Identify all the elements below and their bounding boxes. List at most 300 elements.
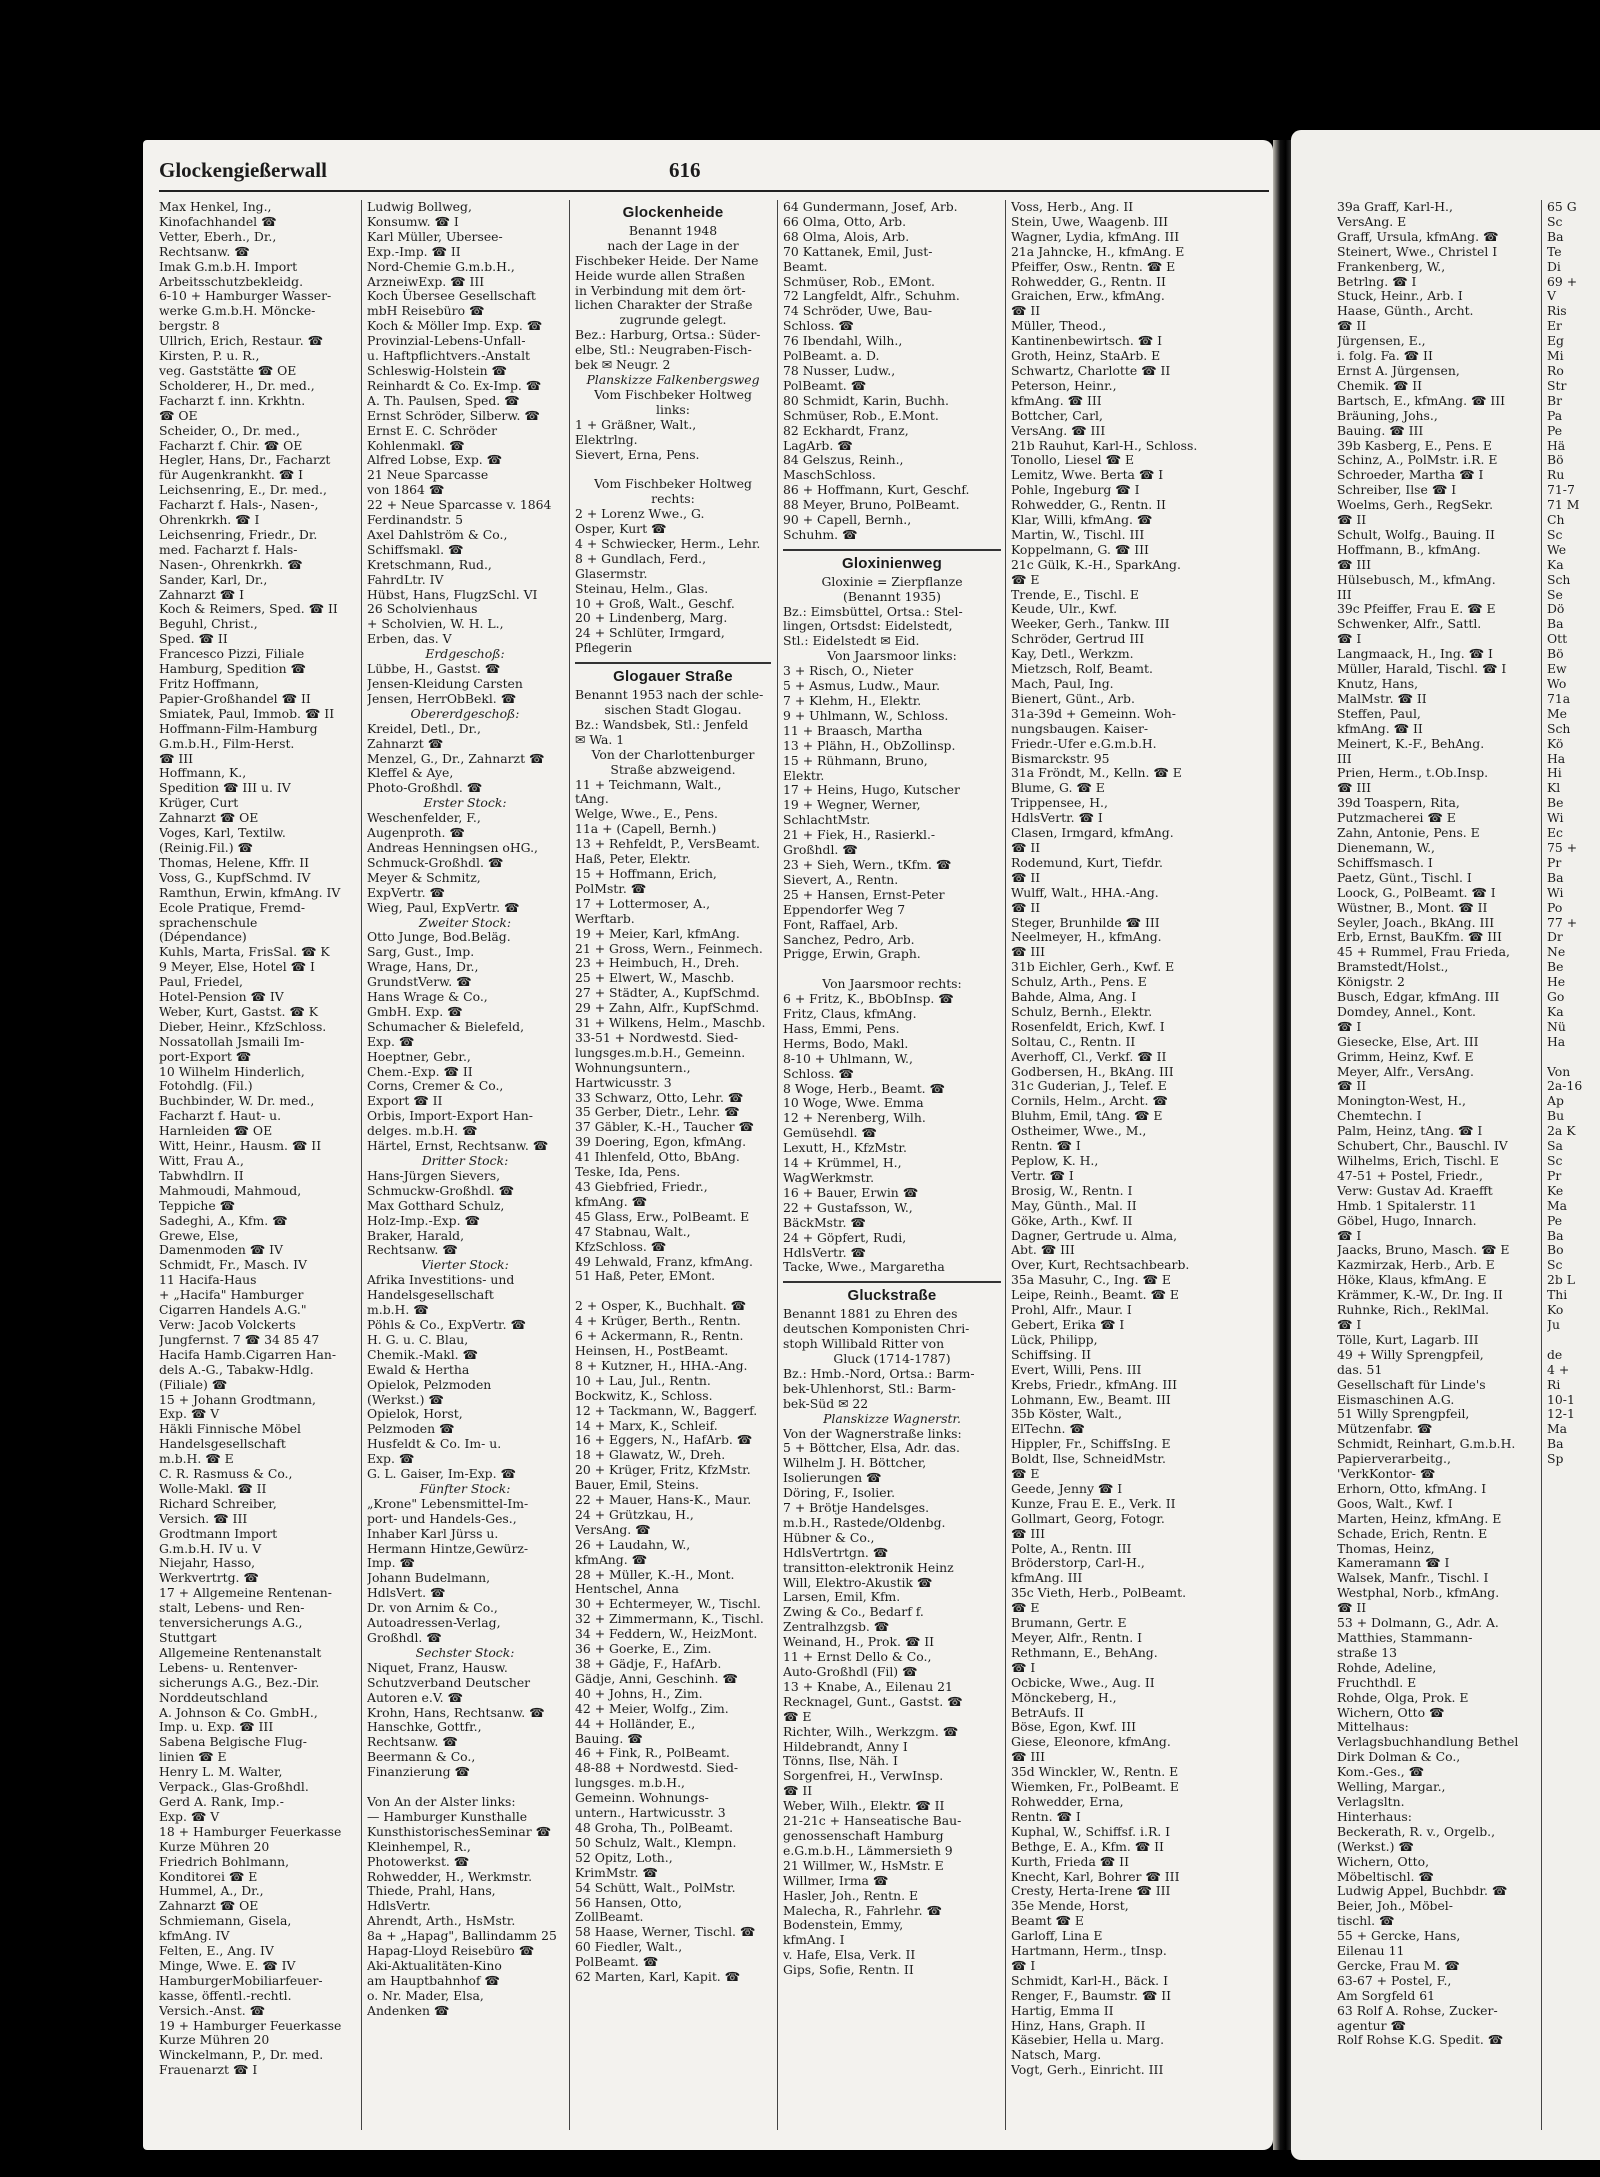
entry-line: Käsebier, Hella u. Marg. — [1011, 2033, 1165, 2048]
entry-line: ☎ E — [1011, 572, 1040, 587]
entry-line: straße 13 — [1337, 1645, 1397, 1660]
entry-line — [783, 962, 1001, 977]
entry-line: 77 + — [1547, 915, 1578, 930]
entry-line: Schinz, A., PolMstr. i.R. E — [1337, 453, 1498, 468]
entry-line: Ro — [1547, 363, 1564, 378]
entry-line: Knecht, Karl, Bohrer ☎ III — [1011, 1869, 1180, 1884]
entry-line: Inhaber Karl Jürss u. — [367, 1526, 499, 1541]
entry-line: Dirk Dolman & Co., — [1337, 1750, 1461, 1765]
entry-line: 56 Hansen, Otto, — [575, 1895, 682, 1910]
entry-line: Wieg, Paul, ExpVertr. ☎ — [367, 900, 520, 915]
entry-line: Alfred Lobse, Exp. ☎ — [367, 453, 503, 468]
entry-line: ☎ I — [1337, 632, 1362, 647]
entry-line: Felten, E., Ang. IV — [159, 1944, 274, 1959]
entry-line: Allgemeine Rentenanstalt — [159, 1645, 322, 1660]
entry-line: Schumacher & Bielefeld, — [367, 1019, 525, 1034]
entry-line: Wichern, Otto ☎ — [1337, 1705, 1445, 1720]
entry-line: Werkvertrtg. ☎ — [159, 1571, 259, 1586]
entry-line: Ernst A. Jürgensen, — [1337, 363, 1460, 378]
entry-line: Facharzt f. Hals-, Nasen-, — [159, 498, 319, 513]
entry-line: sicherungs A.G., Bez.-Dir. — [159, 1675, 320, 1690]
entry-line: HdlsVertr. ☎ — [783, 1245, 866, 1260]
entry-line: Opielok, Horst, — [367, 1407, 463, 1422]
entry-line: kfmAng. ☎ II — [1337, 721, 1423, 736]
entry-line — [367, 1780, 563, 1795]
entry-line: Ba — [1547, 229, 1564, 244]
entry-line: Rolf Rohse K.G. Spedit. ☎ — [1337, 2033, 1504, 2048]
entry-line: Rohde, Adeline, — [1337, 1660, 1437, 1675]
entry-line: 10 Woge, Wwe. Emma — [783, 1096, 924, 1111]
entry-line: Er — [1547, 319, 1562, 334]
entry-line: Koppelmann, G. ☎ III — [1011, 542, 1149, 557]
entry-line: Ha — [1547, 751, 1566, 766]
entry-line: 19 + Meier, Karl, kfmAng. — [575, 926, 740, 941]
entry-line — [575, 462, 771, 477]
entry-line: Hoffmann, B., kfmAng. — [1337, 542, 1481, 557]
entry-line: Peplow, K. H., — [1011, 1154, 1099, 1168]
entry-line: Vogt, Gerh., Einricht. III — [1011, 2063, 1164, 2078]
entry-line: Jensen-Kleidung Carsten — [367, 677, 523, 691]
entry-line: 78 Nusser, Ludw., — [783, 363, 896, 378]
note-line: rechts: — [651, 492, 695, 507]
entry-line: Natsch, Marg. — [1011, 2048, 1102, 2063]
entry-line: 23 + Sieh, Wern., tKfm. ☎ — [783, 857, 952, 872]
entry-line: Walsek, Manfr., Tischl. I — [1337, 1571, 1489, 1586]
entry-line: Nord-Chemie G.m.b.H., — [367, 259, 515, 274]
entry-line: Woelms, Gerh., RegSekr. — [1337, 498, 1494, 513]
entry-line: Thomas, Helene, Kffr. II — [159, 855, 309, 870]
entry-line: Kretschmann, Rud., — [367, 557, 492, 572]
entry-line: Erb, Ernst, BauKfm. ☎ III — [1337, 930, 1502, 945]
entry-line: 42 + Meier, Wolfg., Zim. — [575, 1701, 729, 1716]
entry-line: Br — [1547, 393, 1563, 408]
column-divider — [1005, 200, 1006, 2130]
entry-line: Ocbicke, Wwe., Aug. II — [1011, 1675, 1155, 1690]
entry-line: 19 + Hamburger Feuerkasse — [159, 2018, 342, 2033]
entry-line: Friedrich Bohlmann, — [159, 1854, 290, 1869]
entry-line: Schröder, Gertrud III — [1011, 632, 1145, 647]
entry-line: bek-Süd ✉ 22 — [783, 1396, 869, 1411]
entry-line: Pfeiffer, Osw., Rentn. ☎ E — [1011, 259, 1176, 274]
entry-line: Verpack., Glas-Großhdl. — [159, 1780, 309, 1795]
entry-line: Ostheimer, Wwe., M., — [1011, 1124, 1147, 1139]
entry-line: 24 + Schlüter, Irmgard, — [575, 626, 725, 641]
entry-line: ☎ III — [1011, 945, 1046, 960]
entry-line: Rechtsanw. ☎ — [367, 1735, 458, 1750]
entry-line: 11 Hacifa-Haus — [159, 1273, 257, 1288]
entry-line: Thi — [1547, 1288, 1568, 1303]
entry-line: Versich. ☎ III — [159, 1511, 248, 1526]
entry-line: 34 + Feddern, W., HeizMont. — [575, 1627, 758, 1642]
entry-line: 4 + Krüger, Berth., Rentn. — [575, 1314, 741, 1329]
entry-line: Eismaschinen A.G. — [1337, 1392, 1455, 1407]
entry-line: port-Export ☎ — [159, 1049, 252, 1064]
entry-line: 30 + Echtermeyer, W., Tischl. — [575, 1597, 761, 1612]
entry-line: Hans-Jürgen Sievers, — [367, 1168, 501, 1183]
entry-line: Göke, Arth., Kwf. II — [1011, 1213, 1133, 1228]
entry-line: 35 Gerber, Dietr., Lehr. ☎ — [575, 1105, 740, 1120]
entry-line: bergstr. 8 — [159, 319, 220, 334]
entry-line: Keude, Ulr., Kwf. — [1011, 602, 1118, 617]
entry-line: Braker, Harald, — [367, 1228, 465, 1243]
entry-line: Sch — [1547, 572, 1571, 587]
entry-line: Mi — [1547, 349, 1564, 364]
note-line: Von Jaarsmoor links: — [827, 649, 957, 664]
entry-line: Weeker, Gerh., Tankw. III — [1011, 617, 1170, 632]
entry-line: Bö — [1547, 453, 1564, 468]
entry-line: Thomas, Heinz, — [1337, 1541, 1435, 1556]
entry-line: 16 + Bauer, Erwin ☎ — [783, 1185, 919, 1200]
entry-line: 49 Lehwald, Franz, kfmAng. — [575, 1254, 753, 1269]
entry-line: Schmüser, Rob., EMont. — [783, 274, 935, 289]
page-header — [159, 158, 1269, 192]
entry-line: Bauing. ☎ III — [1337, 423, 1424, 438]
entry-line: Finanzierung ☎ — [367, 1765, 470, 1780]
entry-line: Prohl, Alfr., Maur. I — [1011, 1303, 1132, 1318]
entry-line: 76 Ibendahl, Wilh., — [783, 334, 903, 349]
entry-line: 36 + Goerke, E., Zim. — [575, 1642, 712, 1657]
entry-line: 39 Doering, Egon, kfmAng. — [575, 1135, 747, 1150]
entry-line: Heinsen, H., PostBeamt. — [575, 1343, 729, 1358]
entry-line: 28 + Müller, K.-H., Mont. — [575, 1567, 735, 1582]
entry-line: Werftarb. — [575, 911, 635, 926]
entry-line: Ohrenkrkh. ☎ I — [159, 513, 260, 528]
entry-line: ☎ III — [1337, 781, 1372, 796]
entry-line: 38 + Gädje, F., HafArb. — [575, 1657, 722, 1671]
entry-line: Witt, Heinr., Hausm. ☎ II — [159, 1139, 322, 1154]
entry-line: 13 + Plähn, H., ObZollinsp. — [783, 738, 956, 753]
entry-line: Schleswig-Holstein ☎ — [367, 363, 507, 378]
entry-line: Heide wurde allen Straßen — [575, 268, 745, 283]
entry-line: Mittelhaus: — [1337, 1720, 1409, 1735]
entry-line: Fotohdlg. (Fil.) — [159, 1079, 253, 1094]
entry-line: das. 51 — [1337, 1362, 1383, 1377]
entry-line: III — [1337, 751, 1352, 766]
entry-line: Sarg, Gust., Imp. — [367, 945, 475, 960]
entry-line: Bluhm, Emil, tAng. ☎ E — [1011, 1109, 1163, 1124]
entry-line: ☎ I — [1337, 1317, 1362, 1332]
entry-line: Hans Wrage & Co., — [367, 990, 488, 1005]
entry-line: Garloff, Lina E — [1011, 1929, 1103, 1944]
entry-line: Kuphal, W., Schiffsf. i.R. I — [1011, 1824, 1171, 1839]
entry-line: ExpVertr. ☎ — [367, 885, 445, 900]
entry-line: Bismarckstr. 95 — [1011, 751, 1110, 766]
entry-line: 17 + Heins, Hugo, Kutscher — [783, 783, 960, 798]
entry-line: Schmiemann, Gisela, — [159, 1914, 292, 1929]
entry-line: Henry L. M. Walter, — [159, 1765, 283, 1780]
entry-line: Groth, Heinz, StaArb. E — [1011, 349, 1161, 364]
entry-line: Zahnarzt ☎ OE — [159, 1899, 259, 1914]
entry-line: Konditorei ☎ E — [159, 1869, 258, 1884]
entry-line: Ewald & Hertha — [367, 1362, 470, 1377]
entry-line: 8-10 + Uhlmann, W., — [783, 1051, 913, 1066]
entry-line: Handelsgesellschaft — [367, 1288, 494, 1303]
entry-line: 8a + „Hapag", Ballindamm 25 — [367, 1929, 557, 1944]
entry-line: Hmb. 1 Spitalerstr. 11 — [1337, 1198, 1477, 1213]
entry-line: Schwartz, Charlotte ☎ II — [1011, 363, 1171, 378]
entry-line: 16 + Eggers, N., HafArb. ☎ — [575, 1433, 753, 1448]
entry-line: 72 Langfeldt, Alfr., Schuhm. — [783, 289, 960, 304]
entry-line: Hotel-Pension ☎ IV — [159, 990, 284, 1005]
entry-line: Frankenberg, W., — [1337, 259, 1446, 274]
entry-line: Str — [1547, 378, 1567, 393]
entry-line: Beamt. — [783, 259, 828, 274]
entry-line: Bz.: Wandsbek, Stl.: Jenfeld — [575, 717, 749, 732]
entry-line: Ru — [1547, 468, 1565, 483]
entry-line: Gercke, Frau M. ☎ — [1337, 1958, 1460, 1973]
entry-line: Chemik. ☎ II — [1337, 378, 1423, 393]
entry-line: Betrlng. ☎ I — [1337, 274, 1417, 289]
entry-line: 43 Giebfried, Friedr., — [575, 1180, 708, 1194]
entry-line: Martin, W., Tischl. III — [1011, 527, 1145, 542]
entry-line: BetrAufs. II — [1011, 1705, 1084, 1720]
entry-line: Bö — [1547, 647, 1564, 662]
entry-line: lingen, Ortsdst: Eidelstedt, — [783, 619, 953, 634]
column-1 — [159, 200, 355, 2140]
entry-line: Beguhl, Christ., — [159, 617, 258, 632]
entry-line: 10 + Groß, Walt., Geschf. — [575, 596, 735, 611]
entry-line: We — [1547, 542, 1567, 557]
entry-line: Wrage, Hans, Dr., — [367, 960, 479, 975]
entry-line: 35e Mende, Horst, — [1011, 1899, 1129, 1914]
entry-line: Möbeltischl. ☎ — [1337, 1869, 1434, 1884]
entry-line: Thiede, Prahl, Hans, — [367, 1884, 496, 1899]
entry-line: Photowerkst. ☎ — [367, 1854, 470, 1869]
entry-line: Rentn. ☎ I — [1011, 1139, 1081, 1154]
entry-line: 21 Willmer, W., HsMstr. E — [783, 1858, 944, 1873]
street-heading: Gloxinienweg — [842, 554, 942, 572]
entry-line: Gerd A. Rank, Imp.- — [159, 1794, 284, 1809]
entry-line: Ruhnke, Rich., ReklMal. — [1337, 1303, 1490, 1318]
entry-line: Isolierungen ☎ — [783, 1471, 882, 1486]
entry-line: PolBeamt. ☎ — [575, 1955, 659, 1970]
entry-line: PolMstr. ☎ — [575, 881, 647, 896]
entry-line: Benannt 1953 nach der schle- — [575, 688, 764, 703]
entry-line: Beamt ☎ E — [1011, 1914, 1084, 1929]
entry-line: 53 + Dolmann, G., Adr. A. — [1337, 1616, 1499, 1631]
entry-line: nungsbaugen. Kaiser- — [1011, 721, 1149, 736]
entry-line: Ba — [1547, 1437, 1564, 1452]
entry-line: 71 M — [1547, 498, 1580, 513]
entry-line: kfmAng. ☎ — [575, 1552, 648, 1567]
entry-line: ☎ E — [1011, 1467, 1040, 1482]
entry-line: Bo — [1547, 1243, 1564, 1258]
entry-line: Goos, Walt., Kwf. I — [1337, 1496, 1453, 1511]
entry-line: ZollBeamt. — [575, 1910, 644, 1925]
entry-line: Hinz, Hans, Graph. II — [1011, 2018, 1146, 2033]
entry-line: 9 + Uhlmann, W., Schloss. — [783, 708, 949, 723]
entry-line: Boldt, Ilse, SchneidMstr. — [1011, 1452, 1166, 1467]
entry-line: 12 + Tackmann, W., Baggerf. — [575, 1403, 758, 1418]
entry-line: Axel Dahlström & Co., — [367, 527, 508, 542]
entry-line: Hülsebusch, M., kfmAng. — [1337, 572, 1496, 587]
entry-line: Schloss. ☎ — [783, 1066, 854, 1081]
entry-line: Ju — [1547, 1317, 1560, 1332]
floor-label: Dritter Stock: — [421, 1154, 509, 1168]
entry-line: med. Facharzt f. Hals- — [159, 542, 298, 557]
entry-line: Sc — [1547, 1258, 1563, 1273]
entry-line: Handelsgesellschaft — [159, 1437, 286, 1452]
entry-line: Elektrlng. — [575, 432, 638, 447]
entry-line: 44 + Holländer, E., — [575, 1716, 696, 1731]
entry-line: Sc — [1547, 1154, 1563, 1168]
entry-line: G.m.b.H., Film-Herst. — [159, 736, 295, 751]
entry-line: Witt, Frau A., — [159, 1154, 244, 1168]
entry-line: Wi — [1547, 885, 1564, 900]
entry-line: ☎ II — [1337, 319, 1367, 334]
entry-line: 18 + Glawatz, W., Dreh. — [575, 1448, 726, 1463]
entry-line: Export ☎ II — [367, 1094, 443, 1109]
entry-line: Domdey, Annel., Kont. — [1337, 1004, 1476, 1019]
entry-line: Ris — [1547, 304, 1567, 319]
entry-line: Reinhardt & Co. Ex-Imp. ☎ — [367, 378, 542, 393]
entry-line: Knutz, Hans, — [1337, 677, 1419, 691]
entry-line: Hentschel, Anna — [575, 1582, 679, 1597]
entry-line: Neelmeyer, H., kfmAng. — [1011, 930, 1162, 945]
entry-line: Dr — [1547, 930, 1563, 945]
entry-line: Rohwedder, G., Rentn. II — [1011, 498, 1166, 513]
entry-line: Paul, Friedel, — [159, 975, 243, 990]
entry-line: BäckMstr. ☎ — [783, 1215, 866, 1230]
entry-line: Me — [1547, 706, 1568, 721]
entry-line: + „Hacifa" Hamburger — [159, 1288, 304, 1303]
entry-line: Blume, G. ☎ E — [1011, 781, 1105, 796]
entry-line: 22 + Gustafsson, W., — [783, 1200, 913, 1215]
entry-line: Bauing. ☎ — [575, 1731, 643, 1746]
entry-line — [1547, 1333, 1600, 1348]
entry-line: Pohle, Ingeburg ☎ I — [1011, 483, 1140, 498]
entry-line: 51 Haß, Peter, EMont. — [575, 1269, 716, 1284]
entry-line: He — [1547, 975, 1566, 990]
entry-line: Erben, das. V — [367, 632, 452, 647]
entry-line: Schade, Erich, Rentn. E — [1337, 1526, 1488, 1541]
entry-line: HdlsVertr. ☎ I — [1011, 811, 1103, 826]
entry-line: Karl Müller, Ubersee- — [367, 229, 503, 244]
entry-line: Ne — [1547, 945, 1566, 960]
note-line: Gluck (1714-1787) — [833, 1351, 951, 1366]
entry-line: Ew — [1547, 662, 1567, 677]
entry-line: Dienemann, W., — [1337, 840, 1435, 855]
entry-line: Häkli Finnische Möbel — [159, 1422, 301, 1437]
note-line: Vom Fischbeker Holtweg — [594, 477, 752, 492]
entry-line: 45 + Rummel, Frau Frieda, — [1337, 945, 1510, 960]
entry-line: Ka — [1547, 557, 1564, 572]
entry-line: Seyler, Joach., BkAng. III — [1337, 915, 1495, 930]
entry-line: lungsges.m.b.H., Gemeinn. — [575, 1045, 746, 1060]
entry-line: Teppiche ☎ — [159, 1198, 236, 1213]
entry-line: Rohwedder, H., Werkmstr. — [367, 1869, 533, 1884]
right-edge-column — [1547, 200, 1600, 2140]
entry-line: (Dépendance) — [159, 930, 247, 945]
entry-line: 58 Haase, Werner, Tischl. ☎ — [575, 1925, 756, 1940]
entry-line: Zahnarzt ☎ OE — [159, 811, 259, 826]
entry-line: Hummel, A., Dr., — [159, 1884, 264, 1899]
entry-line: Eppendorfer Weg 7 — [783, 902, 906, 917]
entry-line: Lebens- u. Rentenver- — [159, 1660, 298, 1675]
entry-line: Gips, Sofie, Rentn. II — [783, 1963, 914, 1978]
entry-line: 64 Gundermann, Josef, Arb. — [783, 200, 958, 214]
entry-line: Ko — [1547, 1303, 1564, 1318]
entry-line: Stein, Uwe, Waagenb. III — [1011, 214, 1169, 229]
entry-line: ☎ III — [1011, 1750, 1046, 1765]
entry-line: 15 + Hoffmann, Erich, — [575, 866, 717, 881]
entry-line: Andreas Henningsen oHG., — [367, 840, 538, 855]
entry-line: Hermann Hintze,Gewürz- — [367, 1541, 529, 1556]
entry-line: Fritz, Claus, kfmAng. — [783, 1007, 917, 1022]
entry-line: Ahrendt, Arth., HsMstr. — [367, 1914, 516, 1929]
entry-line: Tabwhdlrn. II — [159, 1168, 244, 1183]
entry-line: für Augenkrankht. ☎ I — [159, 468, 304, 483]
entry-line: 2 + Lorenz Wwe., G. — [575, 507, 705, 522]
entry-line: Autoren e.V. ☎ — [367, 1690, 463, 1705]
entry-line: Monington-West, H., — [1337, 1094, 1466, 1109]
entry-line: Sievert, A., Rentn. — [783, 872, 899, 887]
entry-line: Schuhm. ☎ — [783, 527, 858, 542]
entry-line: Wulff, Walt., HHA.-Ang. — [1011, 885, 1159, 900]
entry-line: Sp — [1547, 1452, 1564, 1467]
entry-line: 71a — [1547, 691, 1571, 706]
entry-line: Leichsenring, Friedr., Dr. — [159, 527, 318, 542]
entry-line: Schwenker, Alfr., Sattl. — [1337, 617, 1482, 632]
entry-line: ☎ I — [1337, 1019, 1362, 1034]
entry-line: Kom.-Ges., ☎ — [1337, 1765, 1425, 1780]
entry-line: ☎ I — [1011, 1958, 1036, 1973]
entry-line: Tacke, Wwe., Margaretha — [783, 1260, 945, 1275]
entry-line: Grewe, Else, — [159, 1228, 239, 1243]
entry-line: 74 Schröder, Uwe, Bau- — [783, 304, 933, 319]
entry-line: Eg — [1547, 334, 1564, 349]
entry-line: Tönns, Ilse, Näh. I — [783, 1754, 898, 1769]
entry-line: Evert, Willi, Pens. III — [1011, 1362, 1142, 1377]
entry-line: Kohlenmakl. ☎ — [367, 438, 465, 453]
entry-line: Pe — [1547, 1213, 1563, 1228]
entry-line: Be — [1547, 960, 1564, 975]
entry-line: Damenmoden ☎ IV — [159, 1243, 283, 1258]
entry-line: Bu — [1547, 1109, 1565, 1124]
entry-line: Ma — [1547, 1422, 1568, 1437]
entry-line: G.m.b.H. IV u. V — [159, 1541, 262, 1556]
entry-line: Kuhls, Marta, FrisSal. ☎ K — [159, 945, 330, 960]
entry-line: lichen Charakter der Straße — [575, 298, 753, 313]
entry-line: Recknagel, Gunt., Gastst. ☎ — [783, 1694, 963, 1709]
entry-line: Haase, Günth., Archt. — [1337, 304, 1474, 319]
entry-line: 2 + Osper, K., Buchhalt. ☎ — [575, 1299, 747, 1314]
entry-line: 6 + Fritz, K., BbObInsp. ☎ — [783, 992, 954, 1007]
entry-line: Se — [1547, 587, 1563, 602]
entry-line: Sievert, Erna, Pens. — [575, 447, 700, 462]
entry-line: 27 + Städter, A., KupfSchmd. — [575, 986, 760, 1001]
entry-line: Buchbinder, W. Dr. med., — [159, 1094, 315, 1109]
entry-line: tischl. ☎ — [1337, 1914, 1395, 1929]
entry-line: 60 Fiedler, Walt., — [575, 1940, 683, 1955]
entry-line: Müller, Harald, Tischl. ☎ I — [1337, 662, 1507, 677]
entry-line: Sorgenfrei, H., VerwInsp. — [783, 1769, 944, 1784]
entry-line: Tonollo, Liesel ☎ E — [1011, 453, 1134, 468]
entry-line: stoph Willibald Ritter von — [783, 1337, 945, 1352]
entry-line: 13 + Rehfeldt, P., VersBeamt. — [575, 837, 760, 852]
entry-line: Chemik.-Makl. ☎ — [367, 1347, 478, 1362]
entry-line: Ba — [1547, 1228, 1564, 1243]
entry-line: Facharzt f. Chir. ☎ OE — [159, 438, 303, 453]
entry-line: Ap — [1547, 1094, 1564, 1109]
entry-line: Niquet, Franz, Hausw. — [367, 1660, 508, 1675]
entry-line: Go — [1547, 990, 1565, 1005]
entry-line: genossenschaft Hamburg — [783, 1828, 944, 1843]
entry-line: transitton-elektronik Heinz — [783, 1560, 954, 1575]
entry-line: 8 Woge, Herb., Beamt. ☎ — [783, 1081, 945, 1096]
entry-line: Dieber, Heinr., KfzSchloss. — [159, 1019, 327, 1034]
entry-line: 86 + Hoffmann, Kurt, Geschf. — [783, 483, 970, 498]
